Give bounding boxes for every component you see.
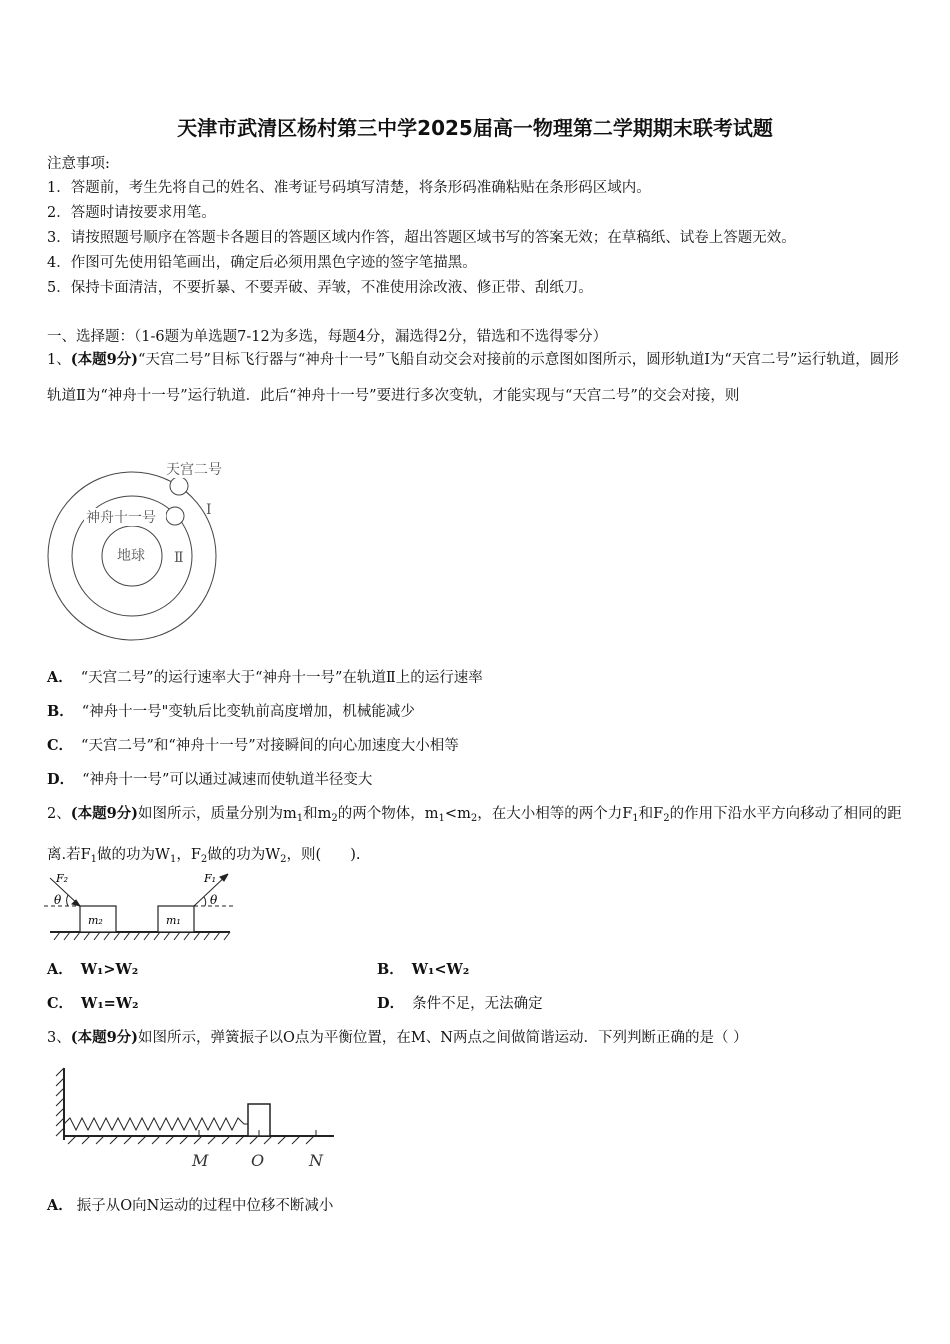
question-number: 3、	[47, 1030, 71, 1046]
option-text: “天宫二号”的运行速率大于“神舟十一号”在轨道Ⅱ上的运行速率	[80, 670, 483, 686]
section-heading: 一、选择题：（1-6题为单选题7-12为多选，每题4分，漏选得2分，错选和不选得零分）	[47, 329, 608, 345]
q3-option-a[interactable]	[47, 1196, 333, 1216]
subscript: 1	[632, 813, 639, 824]
q2-option-d[interactable]	[377, 994, 543, 1014]
notice-heading: 注意事项:	[47, 156, 110, 172]
q1-option-c[interactable]	[47, 736, 459, 756]
f2-label: F₂	[56, 872, 69, 885]
notice-item-1: 1．答题前，考生先将自己的姓名、准考证号码填写清楚，将条形码准确粘贴在条形码区域内。	[47, 180, 651, 196]
m1-label: m₁	[166, 914, 181, 927]
option-text: “天宫二号”和“神舟十一号”对接瞬间的向心加速度大小相等	[81, 738, 459, 754]
tiangong-satellite	[170, 477, 188, 495]
question-number: 2、	[47, 806, 71, 822]
question-3-stem	[47, 1028, 748, 1048]
question-score: (本题9分)	[70, 1029, 139, 1046]
subscript: 2	[663, 813, 670, 824]
option-text: W₁>W₂	[80, 961, 139, 978]
q1-option-a[interactable]	[47, 668, 483, 688]
stem-part: 做的功为W	[207, 847, 281, 863]
option-text: 条件不足，无法确定	[412, 996, 543, 1012]
theta-left-arc	[67, 895, 68, 906]
option-text: 振子从O向N运动的过程中位移不断减小	[76, 1198, 334, 1214]
notice-item-2: 2．答题时请按要求用笔。	[47, 205, 216, 221]
question-text: “天宫二号”目标飞行器与“神舟十一号”飞船自动交会对接前的示意图如图所示，圆形轨道Ⅰ为“天宫二号”运行轨道，圆形轨道Ⅱ为“神舟十一号”运行轨道．此后“神舟十一号”要进行多次变轨，才能实现与“天宫二号”的交会对接，则	[47, 352, 899, 404]
point-o-label: O	[251, 1151, 265, 1170]
option-key: D．	[47, 771, 75, 788]
question-score: (本题9分)	[70, 351, 139, 368]
notice-item-3: 3．请按照题号顺序在答题卡各题目的答题区域内作答，超出答题区域书写的答案无效；在草稿纸、试卷上答题无效。	[47, 230, 796, 246]
f1-label: F₁	[204, 872, 217, 885]
m2-label: m₂	[88, 914, 103, 927]
option-key: B．	[377, 961, 404, 978]
subscript: 1	[90, 854, 98, 865]
q2-option-b[interactable]	[377, 960, 469, 980]
shenzhou-craft	[166, 507, 184, 525]
question-1-stem	[47, 342, 909, 414]
q2-option-c[interactable]	[47, 994, 138, 1014]
spring-oscillator-diagram	[44, 1064, 344, 1174]
point-n-label: N	[309, 1151, 323, 1170]
wall-hatch	[56, 1068, 64, 1136]
orbit-2-label: Ⅱ	[174, 550, 184, 566]
option-key: C．	[47, 995, 74, 1012]
subscript: 1	[296, 813, 304, 824]
option-key: B．	[47, 703, 74, 720]
force-diagram	[44, 866, 240, 946]
subscript: 1	[438, 813, 445, 824]
theta-right-arc	[204, 897, 206, 906]
theta-left-label: θ	[54, 893, 62, 907]
shenzhou-label: 神舟十一号	[86, 510, 156, 526]
notice-item-4: 4．作图可先使用铅笔画出，确定后必须用黑色字迹的签字笔描黑。	[47, 255, 477, 271]
option-text: “神舟十一号"变轨后比变轨前高度增加，机械能减少	[81, 704, 415, 720]
spring	[64, 1118, 248, 1130]
question-text: 如图所示，弹簧振子以O点为平衡位置，在M、N两点之间做简谐运动．下列判断正确的是（ ）	[138, 1030, 748, 1046]
page-title: 天津市武清区杨村第三中学2025届高一物理第二学期期末联考试题	[177, 116, 773, 140]
stem-part: 做的功为W	[97, 847, 170, 863]
stem-part: 和F	[638, 806, 664, 822]
q1-option-d[interactable]	[47, 770, 372, 790]
force-f2-arrowhead	[72, 900, 80, 906]
stem-part: ，在大小相等的两个力F	[477, 806, 633, 822]
stem-part: ，则( ).	[286, 847, 361, 863]
option-key: A．	[47, 669, 73, 686]
orbit-1-label: Ⅰ	[206, 502, 212, 518]
notice-item-5: 5．保持卡面清洁，不要折暴、不要弄破、弄皱，不准使用涂改液、修正带、刮纸刀。	[47, 280, 593, 296]
option-key: A．	[47, 961, 73, 978]
subscript: 2	[331, 813, 338, 824]
theta-right-label: θ	[210, 893, 218, 907]
option-text: W₁=W₂	[81, 995, 139, 1012]
earth-label: 地球	[117, 548, 145, 564]
orbit-diagram	[44, 452, 244, 642]
option-key: A．	[47, 1197, 73, 1214]
question-number: 1、	[47, 352, 71, 368]
subscript: 2	[280, 854, 287, 865]
stem-part: 和m	[303, 806, 332, 822]
stem-part: ，F	[176, 847, 201, 863]
stem-part: <m	[444, 806, 471, 822]
tiangong-label: 天宫二号	[166, 462, 222, 478]
option-text: “神舟十一号”可以通过减速而使轨道半径变大	[82, 772, 373, 788]
q2-option-a[interactable]	[47, 960, 138, 980]
stem-part: 如图所示，质量分别为m	[138, 806, 297, 822]
subscript: 2	[470, 813, 478, 824]
stem-part: 的两个物体，m	[337, 806, 439, 822]
option-key: C．	[47, 737, 74, 754]
stem-part: 的作用下沿水平方向移动了相同的距离.若F	[47, 806, 902, 863]
floor-hatch	[68, 1136, 314, 1144]
question-score: (本题9分)	[70, 805, 139, 822]
q1-option-b[interactable]	[47, 702, 415, 722]
ground-hatch	[54, 932, 230, 940]
subscript: 1	[169, 854, 177, 865]
option-key: D．	[377, 995, 405, 1012]
subscript: 2	[200, 854, 208, 865]
point-m-label: M	[192, 1151, 209, 1170]
option-text: W₁<W₂	[411, 961, 470, 978]
